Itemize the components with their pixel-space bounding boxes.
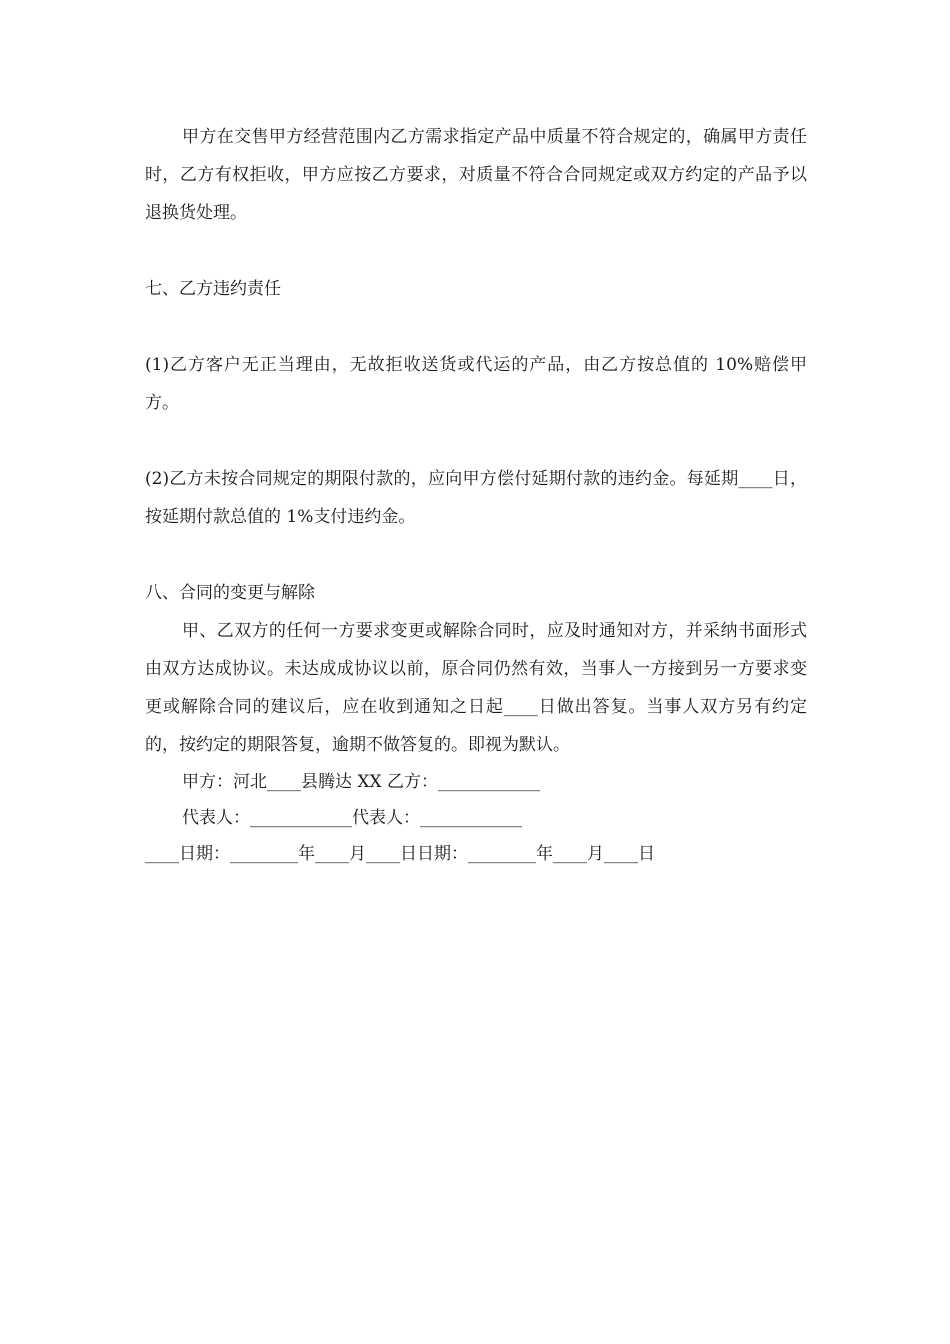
paragraph-contract-change-body: 甲、乙双方的任何一方要求变更或解除合同时，应及时通知对方，并采纳书面形式由双方达成协议。未达成成协议以前，原合同仍然有效，当事人一方接到另一方要求变更或解除合同的建议后，应在收到通知之日起____日做出答复。当事人双方另有约定的，按约定的期限答复，逾期不做答复的。即视为默认。 — [145, 621, 807, 755]
section-title-party-b-liability: 七、乙方违约责任 — [145, 279, 281, 299]
document-page — [145, 118, 807, 872]
clause-late-payment-penalty: (2)乙方未按合同规定的期限付款的，应向甲方偿付延期付款的违约金。每延期____日，按延期付款总值的 1%支付违约金。 — [145, 469, 807, 527]
section-title-contract-change: 八、合同的变更与解除 — [145, 583, 315, 603]
paragraph-quality-return: 甲方在交售甲方经营范围内乙方需求指定产品中质量不符合规定的，确属甲方责任时，乙方有权拒收，甲方应按乙方要求，对质量不符合合同规定或双方约定的产品予以退换货处理。 — [145, 127, 807, 223]
clause-refusal-compensation: (1)乙方客户无正当理由，无故拒收送货或代运的产品，由乙方按总值的 10%赔偿甲方。 — [145, 355, 807, 413]
signature-line-representatives: 代表人：____________代表人：____________ — [182, 808, 522, 828]
signature-line-parties: 甲方：河北____县腾达 XX 乙方：____________ — [182, 772, 541, 792]
signature-line-dates: ____日期：________年____月____日日期：________年____月____日 — [145, 844, 655, 864]
